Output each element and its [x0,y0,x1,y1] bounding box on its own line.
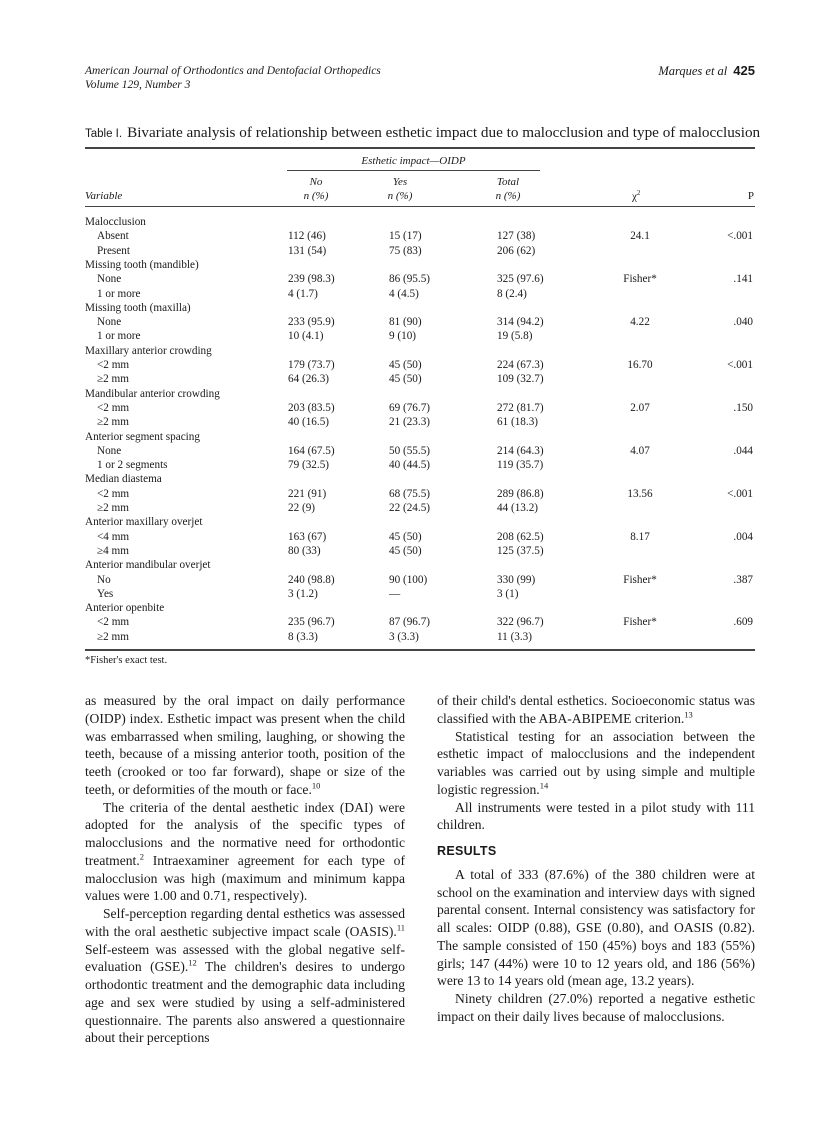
cell-no: 179 (73.7) [288,359,335,371]
cell-yes: 45 (50) [389,359,422,371]
cell-p: <.001 [727,230,753,243]
col-header-yes: Yes [392,176,408,188]
cell-no: 203 (83.5) [288,401,335,414]
cell-total: 314 (94.2) [497,316,544,329]
cell-yes: 50 (55.5) [389,444,431,457]
col-header-total: Total [496,176,520,188]
cell-yes: 81 (90) [389,316,422,329]
table-row [85,329,755,343]
table-row [85,615,755,629]
paragraph-text: Self-esteem was assessed with the global negative self-evaluation (GSE). [85,941,405,975]
cell-yes: 90 (100) [389,573,428,586]
table-caption [85,124,760,142]
col-header-total-unit: n (%) [495,190,521,202]
cell-variable: Mandibular anterior crowding [85,387,220,400]
table-group-row [85,258,755,272]
cell-chi2: Fisher* [623,616,657,629]
cell-chi2: 8.17 [630,530,650,543]
col-header-p: P [747,190,754,202]
cell-no: 164 (67.5) [288,444,335,457]
running-header [658,63,755,79]
paragraph-text: A total of 333 (87.6%) of the 380 children were at school on the examination and interview days with signed parental consent. Internal consistency was satisfactory for all scales: OIDP (0.88), GSE (0.80), and OASIS (0.82). The sample consisted of 150 (45%) boys and 183 (55%) girls; 147 (44%) were 10 to 12 years old, and 186 (56%) were 13 to 14 years old (mean age, 13.2 years). [437,866,755,989]
table-row [85,244,755,258]
cell-variable: Missing tooth (maxilla) [85,301,191,314]
table-row [85,444,755,458]
cell-variable: ≥2 mm [97,630,129,643]
cell-total: 224 (67.3) [497,359,544,371]
section-heading: RESULTS [437,844,497,858]
cell-variable: Yes [97,587,114,600]
cell-total: 44 (13.2) [497,502,539,514]
col-header-variable: Variable [85,190,123,202]
table-row [85,587,755,601]
table-footnote: *Fisher's exact test. [85,655,168,666]
citation-superscript: 10 [311,780,321,791]
paragraph [85,692,405,799]
cell-total: 125 (37.5) [497,544,544,557]
cell-p: <.001 [727,487,753,500]
cell-chi2: 16.70 [627,359,653,371]
cell-total: 214 (64.3) [497,444,544,457]
cell-variable: 1 or 2 segments [97,459,168,472]
table-row [85,272,755,286]
cell-yes: 3 (3.3) [389,630,419,643]
cell-yes: 69 (76.7) [389,401,431,414]
cell-no: 233 (95.9) [288,316,335,329]
cell-variable: Present [97,244,130,257]
paragraph [85,799,405,906]
cell-variable: <2 mm [97,359,130,371]
cell-total: 11 (3.3) [497,630,533,643]
chi-sup: 2 [636,189,641,197]
cell-chi2: 13.56 [627,487,653,500]
table-row [85,415,755,429]
table-group-row [85,430,755,444]
cell-variable: Anterior segment spacing [85,430,200,443]
cell-chi2: 4.22 [630,316,650,329]
cell-variable: ≥2 mm [97,373,129,386]
cell-variable: None [97,273,122,286]
cell-variable: 1 or more [97,330,141,343]
cell-no: 163 (67) [288,530,327,543]
paragraph-text: as measured by the oral impact on daily performance (OIDP) index. Esthetic impact was present when the child was embarrassed when smiling, laughing, or showing the teeth, because of a missing anterior tooth, position of the teeth (crooked or too far forward), shape or size of the teeth, or deformities of the mouth or face. [85,693,405,797]
table-row [85,544,755,558]
cell-p: .150 [733,401,753,414]
cell-p: .387 [733,573,753,586]
cell-yes: 40 (44.5) [389,459,431,472]
cell-variable: None [97,444,122,457]
cell-variable: Anterior openbite [85,602,165,615]
cell-chi2: 2.07 [630,401,650,414]
table-group-row [85,601,755,615]
paragraph-text: Self-perception regarding dental esthetics was assessed with the oral aesthetic subjective impact scale (OASIS). [85,906,405,939]
cell-total: 109 (32.7) [497,373,544,386]
cell-no: 80 (33) [288,544,321,557]
table-row [85,229,755,243]
body-column-left [85,692,405,1047]
cell-p: .040 [733,316,753,329]
cell-total: 289 (86.8) [497,487,544,500]
table-row [85,287,755,301]
paragraph-text: Intraexaminer agreement for each type of malocclusion was high (maximum and minimum kappa values were 1.00 and 0.71, respectively). [85,852,405,904]
cell-variable: Malocclusion [85,216,146,228]
cell-no: 10 (4.1) [288,330,324,343]
cell-yes: 87 (96.7) [389,616,431,629]
table-row [85,573,755,587]
table-group-row [85,387,755,401]
cell-yes: 4 (4.5) [389,287,419,300]
cell-total: 272 (81.7) [497,401,544,414]
cell-total: 3 (1) [497,587,519,600]
cell-total: 19 (5.8) [497,330,533,343]
table-row [85,501,755,515]
paragraph-text: The criteria of the dental aesthetic index (DAI) were adopted for the analysis of the specific types of malocclusions and the normative need for orthodontic treatment. [85,799,405,868]
cell-yes: 9 (10) [389,330,417,343]
cell-variable: No [97,573,111,586]
cell-p: .141 [733,273,753,286]
table-group-row [85,515,755,529]
citation-superscript: 13 [684,709,693,720]
cell-variable: ≥4 mm [97,544,129,557]
cell-yes: 21 (23.3) [389,416,431,429]
table-group-row [85,301,755,315]
paragraph-text: of their child's dental esthetics. Socioeconomic status was classified with the ABA-ABIPEME criterion. [437,693,755,726]
table-row [85,630,755,644]
citation-superscript: 12 [188,957,197,968]
group-header-rule [287,170,540,171]
cell-variable: Anterior mandibular overjet [85,559,211,572]
cell-chi2: 24.1 [630,230,650,243]
table-group-row [85,472,755,486]
cell-no: 3 (1.2) [288,587,318,600]
cell-variable: <2 mm [97,487,130,500]
table-top-rule [85,147,755,149]
paragraph [437,990,755,1026]
cell-total: 8 (2.4) [497,287,527,300]
cell-no: 235 (96.7) [288,616,335,629]
paragraph [437,728,755,799]
cell-yes: 15 (17) [389,230,422,243]
journal-volume: Volume 129, Number 3 [85,79,191,91]
cell-chi2: 4.07 [630,444,650,457]
cell-variable: <2 mm [97,401,130,414]
cell-variable: ≥2 mm [97,502,129,514]
cell-no: 240 (98.8) [288,573,335,586]
cell-variable: Anterior maxillary overjet [85,516,203,529]
cell-variable: Absent [97,230,129,243]
cell-variable: <2 mm [97,616,130,629]
body-column-right [437,692,755,1026]
paragraph [437,692,755,728]
cell-total: 127 (38) [497,230,536,243]
cell-variable: Median diastema [85,473,162,486]
cell-p: .044 [733,444,753,457]
cell-yes: 45 (50) [389,530,422,543]
cell-yes: 22 (24.5) [389,502,431,514]
cell-variable: <4 mm [97,530,130,543]
cell-yes: 68 (75.5) [389,487,431,500]
group-header: Esthetic impact—OIDP [361,155,466,167]
cell-variable: ≥2 mm [97,416,129,429]
cell-yes: — [389,587,401,600]
paragraph-text: The children's desires to undergo orthodontic treatment and the demographic data including age and sex were studied by using a self-administered questionnaire. The parents also answered a questionnaire about their perceptions [85,959,405,1046]
table-label: Table I. [85,128,123,140]
cell-no: 22 (9) [288,502,316,514]
paragraph-text: All instruments were tested in a pilot study with 111 children. [437,799,755,833]
cell-total: 322 (96.7) [497,616,544,629]
cell-p: .609 [733,616,753,629]
table-row [85,401,755,415]
cell-no: 79 (32.5) [288,459,330,472]
cell-no: 8 (3.3) [288,630,318,643]
cell-no: 131 (54) [288,244,327,257]
table-header-rule [85,206,755,207]
col-header-no-unit: n (%) [303,190,329,202]
paragraph [85,905,405,1047]
cell-yes: 75 (83) [389,244,422,257]
cell-yes: 45 (50) [389,373,422,386]
cell-total: 330 (99) [497,573,536,586]
table-row [85,358,755,372]
cell-no: 239 (98.3) [288,273,335,286]
cell-total: 206 (62) [497,244,536,257]
table-row [85,487,755,501]
chi-symbol: χ [632,190,637,203]
col-header-chi [632,189,640,203]
paragraph-text: Statistical testing for an association between the esthetic impact of malocclusions and the independent variables was carried out by using simple and multiple logistic regression. [437,728,755,797]
paragraph-text: Ninety children (27.0%) reported a negative esthetic impact on their daily lives because of malocclusions. [437,991,755,1024]
citation-superscript: 2 [139,851,144,862]
cell-total: 119 (35.7) [497,459,544,472]
cell-variable: Maxillary anterior crowding [85,344,212,357]
col-header-no: No [309,176,323,188]
cell-no: 64 (26.3) [288,373,330,386]
table-group-row [85,215,755,229]
table-title: Bivariate analysis of relationship between esthetic impact due to malocclusion and type of malocclusion [127,124,761,141]
col-header-yes-unit: n (%) [387,190,413,202]
cell-variable: None [97,316,122,329]
cell-no: 112 (46) [288,230,326,243]
table-row [85,372,755,386]
table-bottom-rule [85,649,755,651]
table-group-row [85,558,755,572]
cell-no: 40 (16.5) [288,416,330,429]
cell-no: 221 (91) [288,487,327,500]
cell-total: 61 (18.3) [497,416,539,429]
table-row [85,315,755,329]
paragraph [437,799,755,835]
citation-superscript: 11 [396,922,405,933]
cell-p: <.001 [727,359,753,371]
journal-title: American Journal of Orthodontics and Dentofacial Orthopedics [85,65,381,77]
table-row [85,458,755,472]
cell-variable: 1 or more [97,287,141,300]
cell-total: 325 (97.6) [497,273,544,286]
cell-chi2: Fisher* [623,273,657,286]
cell-variable: Missing tooth (mandible) [85,258,199,271]
cell-no: 4 (1.7) [288,287,318,300]
paragraph [437,866,755,990]
cell-chi2: Fisher* [623,573,657,586]
cell-total: 208 (62.5) [497,530,544,543]
page-number: 425 [733,63,755,78]
cell-yes: 86 (95.5) [389,273,431,286]
table-row [85,530,755,544]
cell-yes: 45 (50) [389,544,422,557]
running-authors: Marques et al [658,64,728,78]
cell-p: .004 [733,530,753,543]
citation-superscript: 14 [539,780,549,791]
table-group-row [85,344,755,358]
